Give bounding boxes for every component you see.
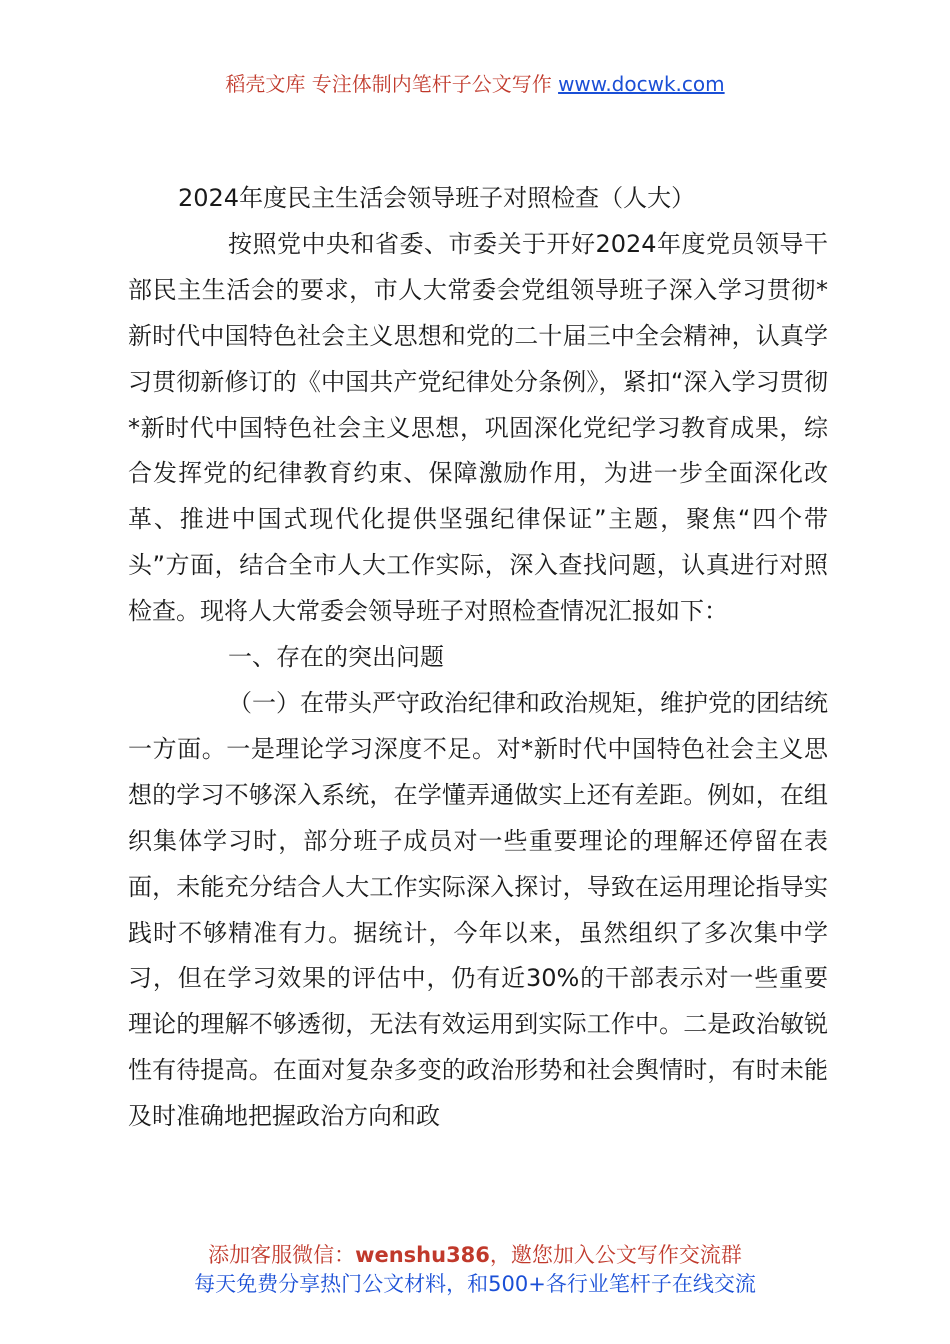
footer-suffix: ，邀您加入公文写作交流群: [489, 1243, 742, 1267]
section-heading: 一、存在的突出问题: [228, 643, 444, 672]
footer-prefix: 添加客服微信：: [208, 1243, 356, 1267]
banner-text: 稻壳文库 专注体制内笔杆子公文写作: [225, 72, 559, 96]
wechat-id: wenshu386: [355, 1243, 490, 1267]
document-body: [128, 176, 828, 1140]
footer-promo: 每天免费分享热门公文材料，和500+各行业笔杆子在线交流: [194, 1272, 756, 1296]
intro-paragraph: 按照党中央和省委、市委关于开好2024年度党员领导干部民主生活会的要求，市人大常委会党组领导班子深入学习贯彻*新时代中国特色社会主义思想和党的二十届三中全会精神，认真学习贯彻新修订的《中国共产党纪律处分条例》，紧扣“深入学习贯彻*新时代中国特色社会主义思想，巩固深化党纪学习教育成果，综合发挥党的纪律教育约束、保障激励作用，为进一步全面深化改革、推进中国式现代化提供坚强纪律保证”主题，聚焦“四个带头”方面，结合全市人大工作实际，深入查找问题，认真进行对照检查。现将人大常委会领导班子对照检查情况汇报如下：: [128, 229, 828, 626]
document-title: 2024年度民主生活会领导班子对照检查（人大）: [178, 184, 696, 212]
site-banner: [0, 70, 950, 98]
body-paragraph: （一）在带头严守政治纪律和政治规矩，维护党的团结统一方面。一是理论学习深度不足。对*新时代中国特色社会主义思想的学习不够深入系统，在学懂弄通做实上还有差距。例如，在组织集体学习时，部分班子成员对一些重要理论的理解还停留在表面，未能充分结合人大工作实际深入探讨，导致在运用理论指导实践时不够精准有力。据统计，今年以来，虽然组织了多次集中学习，但在学习效果的评估中，仍有近30%的干部表示对一些重要理论的理解不够透彻，无法有效运用到实际工作中。二是政治敏锐性有待提高。在面对复杂多变的政治形势和社会舆情时，有时未能及时准确地把握政治方向和政: [128, 688, 828, 1131]
site-url-link[interactable]: www.docwk.com: [558, 72, 725, 96]
footer-contact: [0, 1241, 950, 1269]
